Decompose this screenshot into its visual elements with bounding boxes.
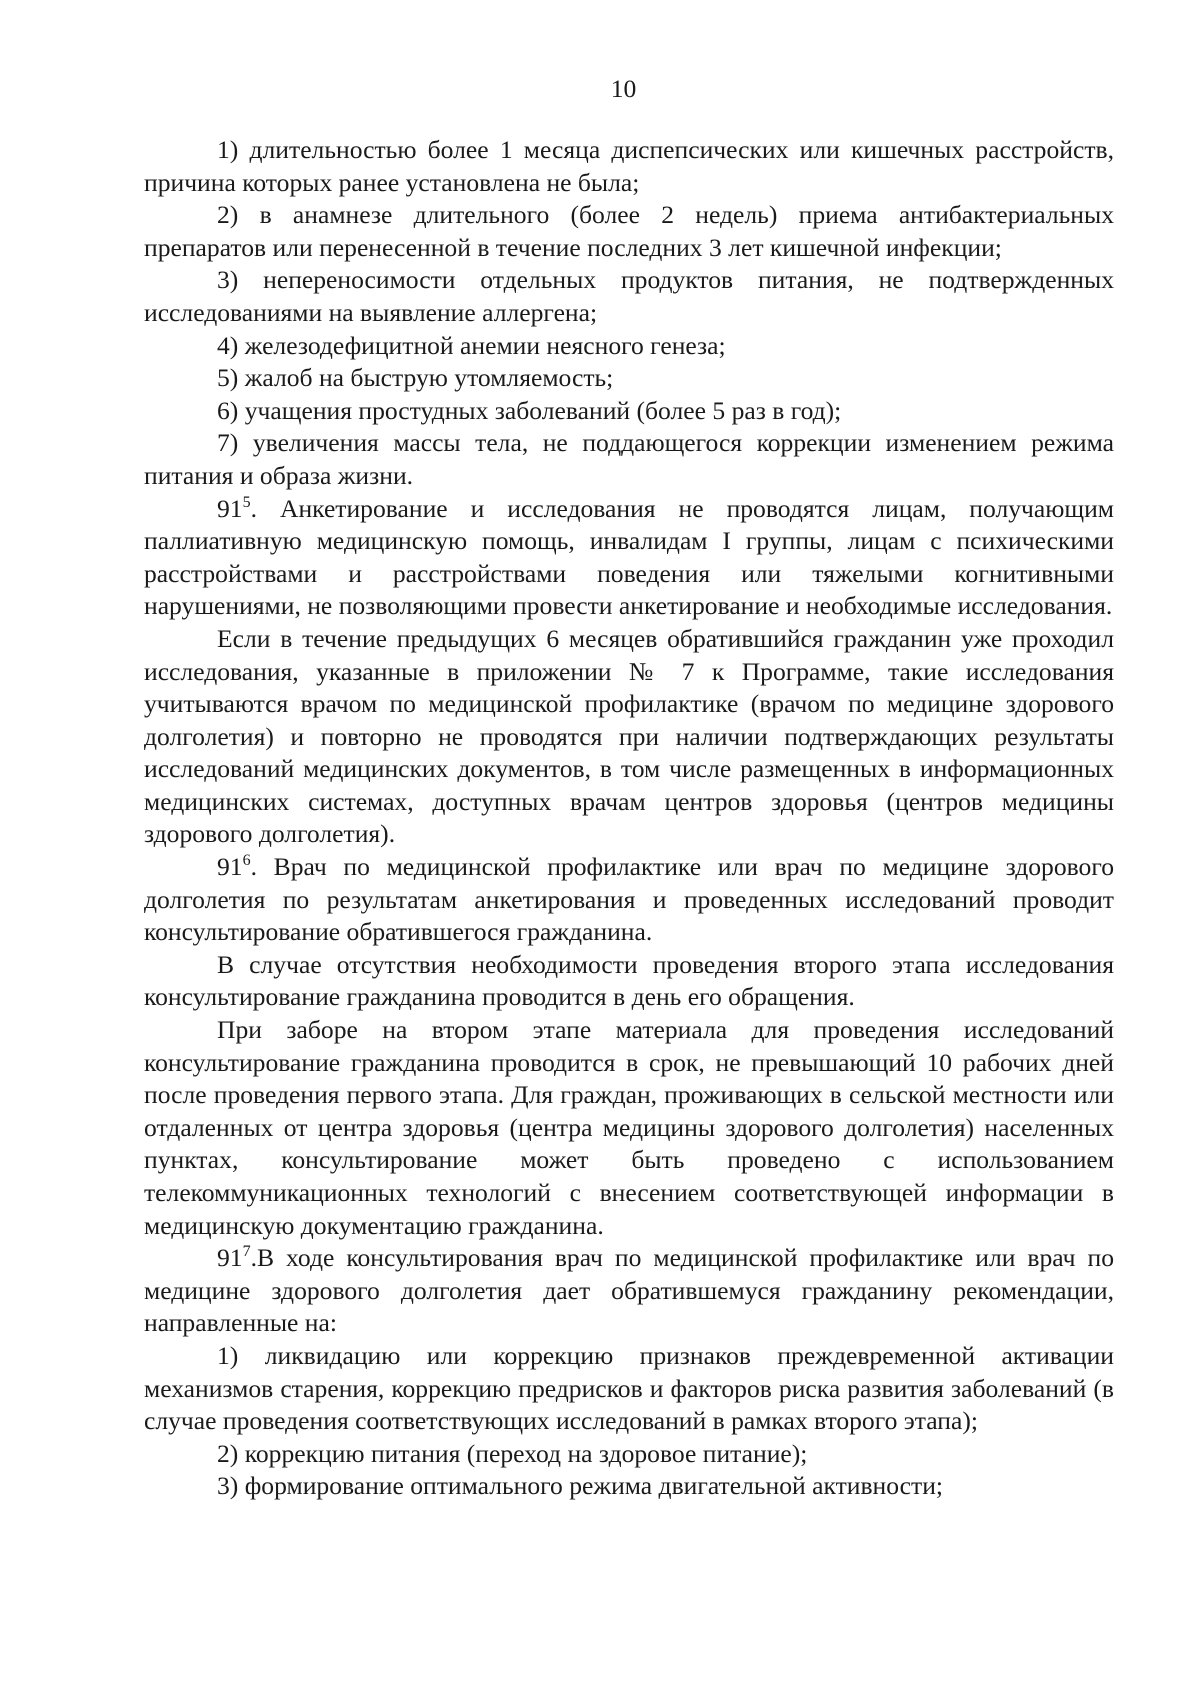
- clause-number: 91: [217, 1243, 243, 1273]
- clause-91-6: $91^6$. Врач по медицинской профилактике или врач по медицине здорового долголетия по результатам анкетирования и проведенных исследований проводит консультирование обратившегося гражданина.: [144, 852, 1114, 947]
- recommendation-item-1: 1) ликвидацию или коррекцию признаков преждевременной активации механизмов старения, коррекцию предрисков и факторов риска развития заболеваний (в случае проведения соответствующих исследований в рамках второго этапа);: [144, 1340, 1114, 1436]
- clause-91-7: $91^7.В$ ходе консультирования врач по медицинской профилактике или врач по медицине здорового долголетия дает обратившемуся гражданину рекомендации, направленные на:: [144, 1243, 1114, 1338]
- list-item-5: 5) жалоб на быструю утомляемость;: [217, 363, 614, 393]
- document-body: [144, 134, 1114, 1503]
- recommendation-item-2: 2) коррекцию питания (переход на здоровое питание);: [217, 1438, 808, 1468]
- list-item-2: 2) в анамнезе длительного (более 2 недель) приема антибактериальных препаратов или перенесенной в течение последних 3 лет кишечной инфекции;: [144, 200, 1114, 262]
- paragraph-second-stage-consultation: При заборе на втором этапе материала для проведения исследований консультирование гражданина проводится в срок, не превышающий 10 рабочих дней после проведения первого этапа. Для граждан, проживающих в сельской местности или отдаленных от центра здоровья (центра медицины здорового долголетия) населенных пунктах, консультирование может быть проведено с использованием телекоммуникационных технологий с внесением соответствующей информации в медицинскую документацию гражданина.: [144, 1015, 1114, 1240]
- list-item-4: 4) железодефицитной анемии неясного генеза;: [217, 330, 726, 360]
- clause-superscript: 6: [242, 852, 251, 870]
- clause-91-5: $91^5$. Анкетирование и исследования не проводятся лицам, получающим паллиативную медицинскую помощь, инвалидам I группы, лицам с психическими расстройствами и расстройствами поведения или тяжелыми когнитивными нарушениями, не позволяющими провести анкетирование и необходимые исследования.: [144, 493, 1114, 621]
- clause-superscript: 7: [242, 1243, 251, 1261]
- paragraph-previous-examinations: Если в течение предыдущих 6 месяцев обратившийся гражданин уже проходил исследования, указанные в приложении № 7 к Программе, такие исследования учитываются врачом по медицинской профилактике (врачом по медицине здорового долголетия) и повторно не проводятся при наличии подтверждающих результаты исследований медицинских документов, в том числе размещенных в информационных медицинских системах, доступных врачам центров здоровья (центров медицины здорового долголетия).: [144, 623, 1114, 849]
- clause-superscript: 5: [242, 493, 251, 511]
- clause-number: 91: [217, 852, 243, 882]
- clause-number: 91: [217, 493, 243, 523]
- list-item-3: 3) непереносимости отдельных продуктов питания, не подтвержденных исследованиями на выявление аллергена;: [144, 265, 1114, 327]
- list-item-7: 7) увеличения массы тела, не поддающегося коррекции изменением режима питания и образа жизни.: [144, 428, 1114, 490]
- list-item-1: 1) длительностью более 1 месяца диспепсических или кишечных расстройств, причина которых ранее установлена не была;: [144, 135, 1114, 197]
- paragraph-no-second-stage: В случае отсутствия необходимости проведения второго этапа исследования консультирование гражданина проводится в день его обращения.: [144, 949, 1114, 1012]
- recommendation-item-3: 3) формирование оптимального режима двигательной активности;: [217, 1471, 944, 1501]
- list-item-6: 6) учащения простудных заболеваний (более 5 раз в год);: [217, 395, 842, 425]
- page-number: 10: [610, 74, 637, 103]
